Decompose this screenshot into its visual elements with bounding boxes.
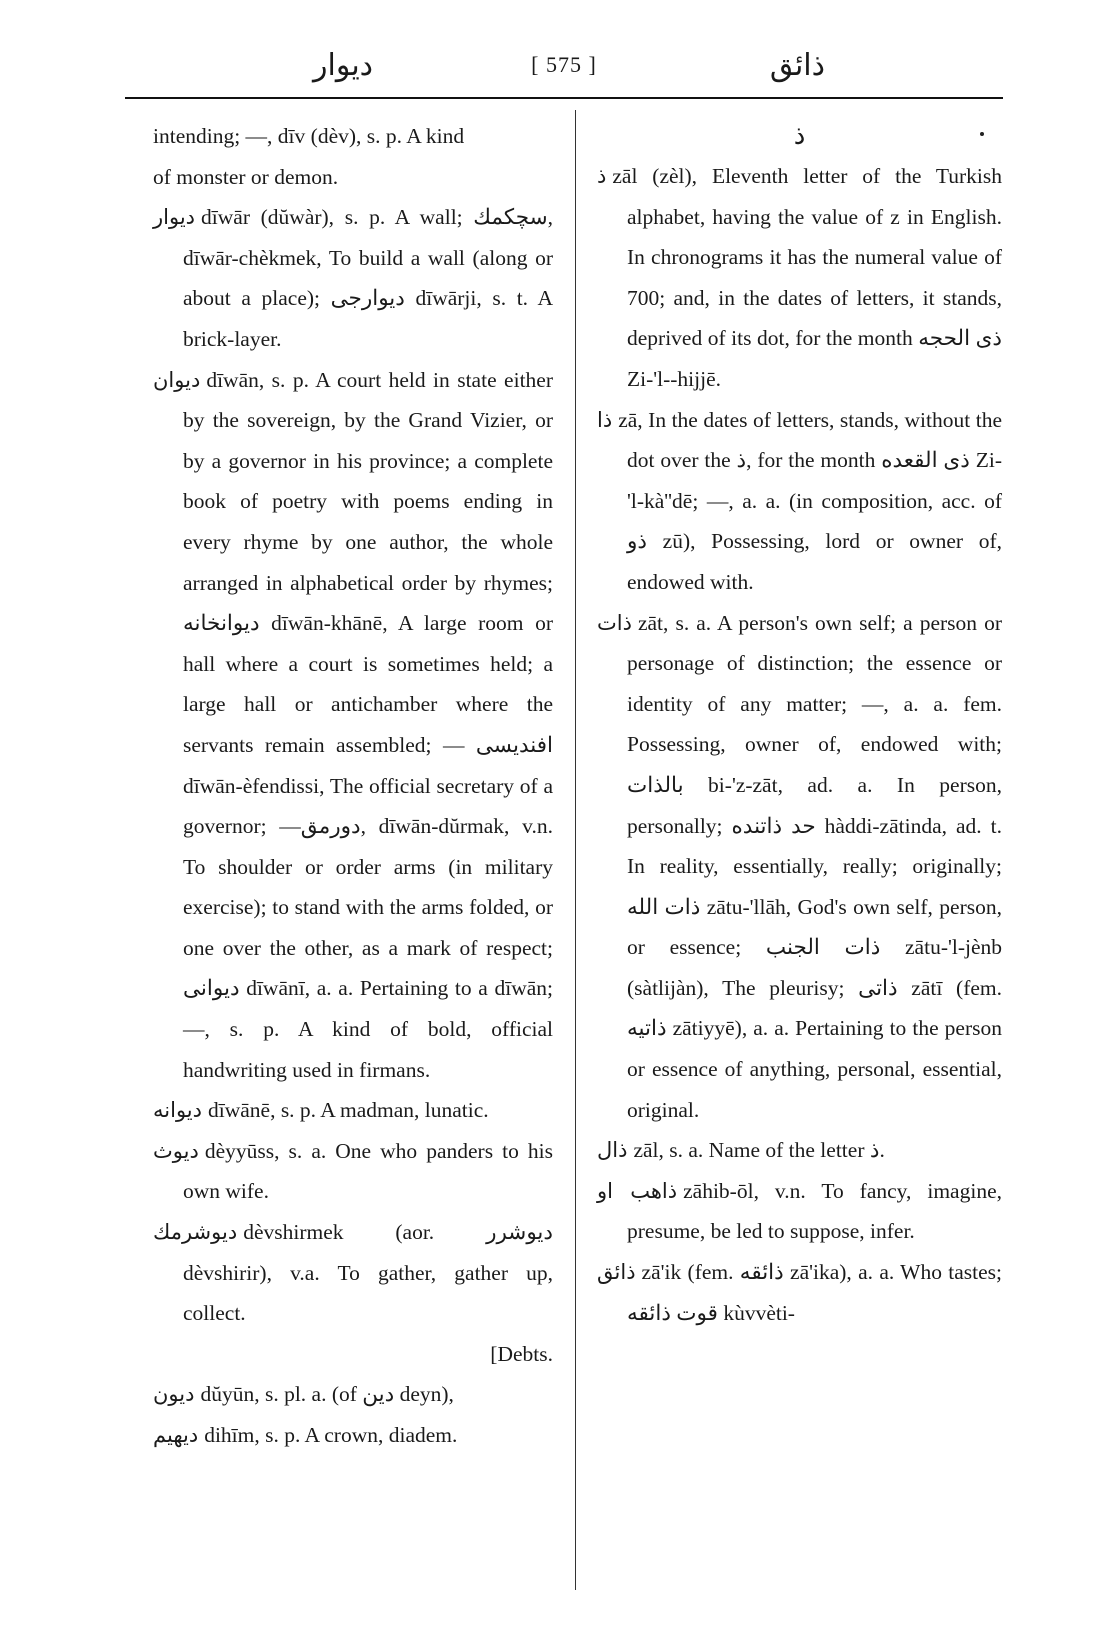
dictionary-entry (153, 360, 553, 1091)
entry-text: zāhib-ōl, v.n. To fancy, imagine, presume, be led to suppose, infer. (627, 1178, 1002, 1244)
dictionary-entry (153, 1212, 553, 1334)
dictionary-entry (153, 1090, 553, 1131)
entry-headword: ديوار (153, 205, 196, 230)
entry-text: dihīm, s. p. A crown, diadem. (204, 1423, 458, 1447)
continuation-line: intending; —, dīv (dèv), s. p. A kind (153, 124, 465, 148)
entry-headword: ديهيم (153, 1423, 199, 1447)
entry-headword: ديوان (153, 367, 201, 392)
page-number: [ 575 ] (531, 52, 597, 77)
column-divider (575, 110, 576, 1590)
dictionary-entry (153, 1131, 553, 1212)
entry-headword: ذائق (597, 1260, 636, 1285)
right-headword: ذائق (769, 48, 825, 83)
entry-text: zāl, s. a. Name of the letter ذ. (633, 1138, 885, 1163)
entry-headword: ديون (153, 1382, 195, 1407)
dictionary-entry (597, 603, 1002, 1131)
left-column (153, 116, 553, 1456)
dictionary-entry (597, 1252, 1002, 1333)
running-header (125, 48, 1003, 96)
entry-text: zāl (zèl), Eleventh letter of the Turkish alphabet, having the value of z in English. In chronograms it has the numeral value of 700; and, in the dates of letters, it stands, deprived of its dot, for the month ذى الحجه Zi-'l--hijjē. (612, 164, 1003, 391)
entry-headword: ذ (597, 164, 607, 188)
header-rule (125, 97, 1003, 99)
right-column (597, 116, 1002, 1333)
dictionary-entry (153, 1415, 553, 1456)
entry-text: zā, In the dates of letters, stands, without the dot over the ذ, for the month ذى القعده Zi-'l-kà''dē; —, a. a. (in composition, acc. of ذو zū), Possessing, lord or owner of, endowed with. (618, 407, 1002, 594)
entry-text: dèyyūss, s. a. One who panders to his own wife. (183, 1138, 553, 1204)
dictionary-entry (597, 156, 1002, 400)
dictionary-entry (153, 197, 553, 359)
continuation-line: of monster or demon. (153, 164, 339, 189)
entry-headword: ذال (597, 1138, 628, 1163)
entry-text: zā'ik (fem. ذائقه zā'ika), a. a. Who tastes; قوت ذائقه kùvvèti- (627, 1260, 1002, 1325)
dictionary-entry (597, 400, 1002, 603)
entry-text: zāt, s. a. A person's own self; a person or personage of distinction; the essence or identity of any matter; —, a. a. fem. Possessing, owner of, endowed with; بالذات bi-'z-zāt, ad. a. In person, personally; حد ذاتنده hàddi-zātinda, ad. t. In reality, essentially, really; originally; ذات الله zātu-'llāh, God's own self, person, or essence; ذات الجنب zātu-'l-jènb (sàtlijàn), The pleurisy; ذاتى zātī (fem. ذاتيه zātiyyē), a. a. Pertaining to the person or essence of anything, personal, essential, original. (627, 610, 1002, 1122)
catchword: [Debts. (490, 1341, 553, 1366)
entry-text: dīwān, s. p. A court held in state either by the sovereign, by the Grand Vizier, or by a governor in his province; a complete book of poetry with poems ending in every rhyme by one author, the whole arranged in alphabetical order by rhymes; ديوانخانه dīwān-khānē, A large room or hall where a court is sometimes held; a large hall or antichamber where the servants remain assembled; — افنديسى dīwān-èfendissi, The official secretary of a governor; —دورمق, dīwān-dŭrmak, v.n. To shoulder or order arms (in military exercise); to stand with the arms folded, or one over the other, as a mark of respect; ديوانى dīwānī, a. a. Pertaining to a dīwān; —, s. p. A kind of bold, official handwriting used in firmans. (183, 367, 553, 1082)
entry-headword: ديوانه (153, 1098, 202, 1123)
entry-text: dèvshirmek (aor. ديوشرر dèvshirir), v.a. To gather, gather up, collect. (183, 1220, 553, 1326)
entry-text: dīwānē, s. p. A madman, lunatic. (207, 1098, 489, 1123)
letter-section-heading: ذ (793, 121, 806, 151)
dictionary-entry (153, 1374, 553, 1415)
left-headword: ديوار (313, 48, 374, 83)
entry-text: dīwār (dŭwàr), s. p. A wall; سچكمك, dīwār-chèkmek, To build a wall (along or about a place); ديوارجى dīwārji, s. t. A brick-layer. (183, 205, 553, 351)
entry-headword: ذات (597, 610, 632, 635)
dictionary-entry (597, 1171, 1002, 1252)
entry-headword: ذا (597, 407, 613, 432)
dictionary-entry (597, 1130, 1002, 1171)
entry-headword: ذاهب او (597, 1178, 678, 1203)
entry-headword: ديوث (153, 1138, 199, 1163)
entry-text: dŭyūn, s. pl. a. (of دين deyn), (200, 1382, 454, 1407)
entry-headword: ديوشرمك (153, 1220, 238, 1245)
